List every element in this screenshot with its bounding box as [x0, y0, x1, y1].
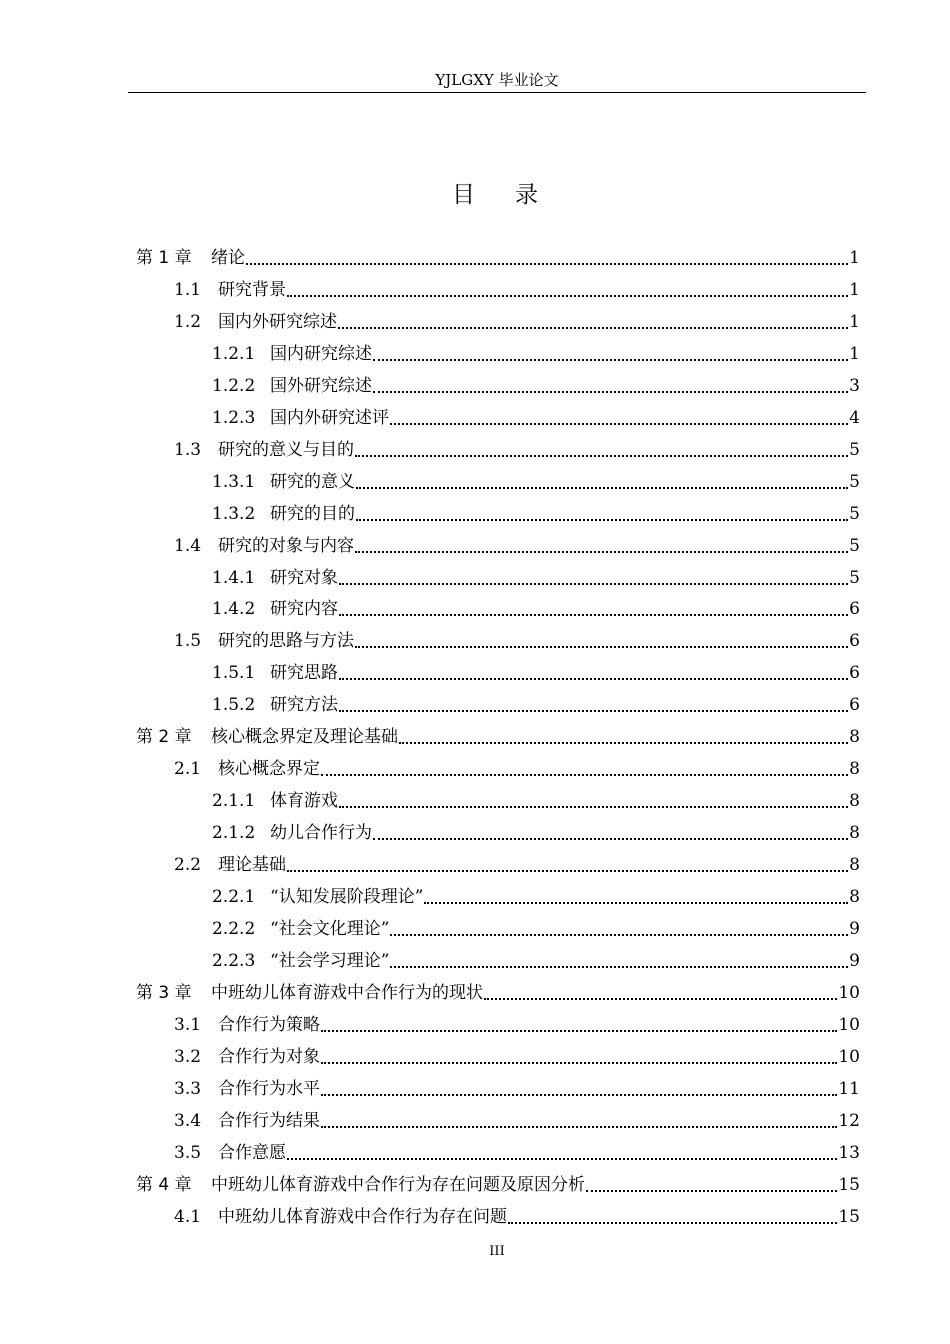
toc-dot-leader	[246, 248, 848, 266]
toc-title-char-2: 录	[515, 182, 538, 208]
toc-entry-label: 中班幼儿体育游戏中合作行为存在问题及原因分析	[211, 1174, 585, 1195]
toc-entry-number: 1.4	[174, 535, 202, 556]
toc-entry-page: 8	[849, 887, 860, 907]
toc-entry-page: 13	[838, 1142, 860, 1163]
toc-dot-leader	[373, 823, 848, 841]
toc-entry-label: 研究方法	[270, 695, 338, 716]
toc-dot-leader	[484, 983, 837, 1001]
toc-entry-label: 研究背景	[218, 279, 286, 300]
toc-entry[interactable]	[174, 1076, 860, 1102]
toc-entry-page: 1	[849, 343, 860, 364]
toc-entry-number: 1.5.1	[212, 663, 256, 684]
toc-dot-leader	[287, 855, 848, 873]
toc-dot-leader	[355, 536, 848, 554]
toc-dot-leader	[356, 472, 848, 490]
toc-entry-number: 2.2.1	[212, 887, 256, 907]
toc-entry-page: 10	[838, 982, 860, 1003]
toc-dot-leader	[373, 344, 848, 362]
toc-dot-leader	[321, 1079, 837, 1097]
toc-entry-label: 合作行为结果	[218, 1110, 320, 1131]
toc-entry-page: 1	[849, 279, 860, 300]
toc-entry-label: 研究思路	[270, 663, 338, 684]
toc-title-char-1: 目	[452, 182, 475, 208]
toc-entry-page: 10	[838, 1046, 860, 1067]
toc-entry[interactable]	[136, 245, 860, 271]
toc-entry-page: 12	[838, 1110, 860, 1131]
toc-entry-number: 第 2 章	[136, 727, 192, 748]
toc-entry-number: 1.3	[174, 439, 202, 460]
toc-entry-label: 国内外研究综述	[218, 311, 337, 332]
toc-entry-label: 合作意愿	[218, 1142, 286, 1163]
toc-entry-label: 研究对象	[270, 567, 338, 588]
toc-entry-number: 第 1 章	[136, 248, 192, 268]
toc-entry-page: 6	[849, 663, 860, 684]
toc-entry[interactable]	[174, 1012, 860, 1038]
toc-entry-page: 6	[849, 695, 860, 716]
toc-entry-page: 1	[849, 248, 860, 268]
toc-entry[interactable]	[212, 501, 860, 527]
toc-entry-label: “社会学习理论”	[270, 950, 390, 971]
toc-entry-page: 5	[849, 439, 860, 460]
toc-dot-leader	[321, 1047, 837, 1065]
toc-entry-page: 3	[849, 375, 860, 396]
toc-entry[interactable]	[174, 1204, 860, 1230]
toc-entry[interactable]	[212, 820, 860, 846]
toc-entry[interactable]	[174, 309, 860, 335]
toc-dot-leader	[339, 663, 848, 681]
toc-entry-label: 幼儿合作行为	[270, 823, 372, 844]
toc-entry[interactable]	[174, 277, 860, 303]
toc-entry-page: 15	[838, 1206, 860, 1227]
toc-dot-leader	[508, 1207, 837, 1225]
toc-entry-page: 9	[849, 950, 860, 971]
toc-entry[interactable]	[212, 948, 860, 974]
toc-entry-number: 3.1	[174, 1014, 202, 1035]
toc-entry-label: 合作行为策略	[218, 1014, 320, 1035]
toc-entry-number: 1.2.1	[212, 343, 256, 364]
toc-title	[0, 176, 950, 209]
toc-dot-leader	[356, 504, 848, 522]
toc-entry-label: 研究内容	[270, 599, 338, 620]
toc-entry[interactable]	[212, 341, 860, 367]
toc-entry-label: 合作行为对象	[218, 1046, 320, 1067]
toc-entry-label: 研究的意义与目的	[218, 439, 354, 460]
toc-entry[interactable]	[174, 533, 860, 559]
toc-entry-number: 1.1	[174, 279, 202, 300]
page-header	[128, 68, 866, 93]
toc-entry[interactable]	[174, 852, 860, 878]
toc-entry[interactable]	[212, 788, 860, 814]
toc-entry-number: 3.3	[174, 1078, 202, 1099]
toc-entry-page: 9	[849, 918, 860, 939]
toc-entry-label: 核心概念界定及理论基础	[211, 727, 398, 748]
toc-entry-label: 理论基础	[218, 855, 286, 876]
toc-entry-number: 1.5	[174, 631, 202, 652]
toc-entry[interactable]	[174, 437, 860, 463]
toc-entry-label: “认知发展阶段理论”	[270, 887, 424, 907]
toc-entry-number: 1.2.3	[212, 407, 256, 428]
toc-dot-leader	[287, 280, 848, 298]
toc-entry-page: 6	[849, 599, 860, 620]
toc-entry-number: 第 3 章	[136, 982, 192, 1003]
toc-dot-leader	[390, 951, 848, 969]
toc-entry[interactable]	[174, 1044, 860, 1070]
toc-entry-page: 5	[849, 503, 860, 524]
toc-dot-leader	[390, 919, 848, 937]
toc-dot-leader	[339, 599, 848, 617]
toc-entry-number: 2.1.2	[212, 823, 256, 844]
toc-entry-page: 8	[849, 855, 860, 876]
toc-dot-leader	[339, 695, 848, 713]
toc-entry-number: 3.2	[174, 1046, 202, 1067]
toc-entry-number: 1.5.2	[212, 695, 256, 716]
toc-entry[interactable]	[212, 405, 860, 431]
toc-dot-leader	[321, 1111, 837, 1129]
toc-entry[interactable]	[174, 1140, 860, 1166]
header-text: YJLGXY 毕业论文	[435, 71, 559, 89]
toc-entry-number: 2.2.3	[212, 950, 256, 971]
page-footer	[0, 1244, 950, 1259]
toc-entry-label: 研究的意义	[270, 471, 355, 492]
toc-entry[interactable]	[136, 980, 860, 1006]
toc-entry[interactable]	[212, 660, 860, 686]
toc-entry-page: 5	[849, 535, 860, 556]
toc-dot-leader	[339, 568, 848, 586]
toc-entry-number: 1.4.2	[212, 599, 256, 620]
toc-dot-leader	[339, 791, 848, 809]
toc-dot-leader	[287, 1143, 837, 1161]
footer-page-number: III	[489, 1244, 505, 1259]
toc-entry-number: 2.1	[174, 759, 202, 780]
toc-entry[interactable]	[136, 724, 860, 750]
toc-entry-number: 1.2	[174, 311, 202, 332]
toc-entry-number: 1.3.1	[212, 471, 256, 492]
toc-entry-label: 研究的目的	[270, 503, 355, 524]
toc-entry-number: 1.3.2	[212, 503, 256, 524]
toc-dot-leader	[424, 887, 848, 905]
toc-entry-number: 4.1	[174, 1206, 202, 1227]
toc-entry-label: 研究的思路与方法	[218, 631, 354, 652]
toc-entry-label: 国内研究综述	[270, 343, 372, 364]
toc-entry-page: 8	[849, 791, 860, 812]
toc-entry[interactable]	[136, 1172, 860, 1198]
toc-entry-label: 核心概念界定	[218, 759, 320, 780]
toc-entry-page: 10	[838, 1014, 860, 1035]
toc-entry-page: 4	[849, 407, 860, 428]
toc-entry-number: 1.2.2	[212, 375, 256, 396]
toc-entry-label: 中班幼儿体育游戏中合作行为的现状	[211, 982, 483, 1003]
toc-entry-number: 3.5	[174, 1142, 202, 1163]
toc-dot-leader	[390, 408, 848, 426]
toc-dot-leader	[586, 1175, 837, 1193]
toc-entry-page: 8	[849, 727, 860, 748]
toc-entry-label: 体育游戏	[270, 791, 338, 812]
toc-entry-page: 1	[849, 311, 860, 332]
toc-entry-page: 8	[849, 759, 860, 780]
toc-dot-leader	[338, 312, 848, 330]
toc-entry-page: 6	[849, 631, 860, 652]
toc-entry[interactable]	[212, 373, 860, 399]
toc-dot-leader	[399, 727, 848, 745]
toc-entry-number: 2.2.2	[212, 918, 256, 939]
toc-entry[interactable]	[174, 1108, 860, 1134]
toc-entry[interactable]	[212, 884, 860, 910]
toc-dot-leader	[355, 631, 848, 649]
toc-entry-label: “社会文化理论”	[270, 918, 390, 939]
toc-entry[interactable]	[212, 565, 860, 591]
toc-entry[interactable]	[212, 916, 860, 942]
toc-entry-number: 2.1.1	[212, 791, 256, 812]
toc-entry-page: 5	[849, 471, 860, 492]
toc-entry-page: 8	[849, 823, 860, 844]
toc-entry-page: 11	[838, 1078, 860, 1099]
toc-entry[interactable]	[212, 469, 860, 495]
toc-dot-leader	[355, 440, 848, 458]
toc-entry-label: 国外研究综述	[270, 375, 372, 396]
toc-entry-number: 3.4	[174, 1110, 202, 1131]
toc-entry-number: 1.4.1	[212, 567, 256, 588]
toc-entry[interactable]	[174, 756, 860, 782]
toc-entry[interactable]	[212, 596, 860, 622]
toc-entry-number: 第 4 章	[136, 1174, 192, 1195]
toc-dot-leader	[321, 1015, 837, 1033]
toc-entry-page: 15	[838, 1174, 860, 1195]
toc-dot-leader	[321, 759, 848, 777]
toc-entry-label: 国内外研究述评	[270, 407, 389, 428]
toc-entry-label: 绪论	[211, 248, 245, 268]
toc-entry[interactable]	[212, 692, 860, 718]
toc-entry-page: 5	[849, 567, 860, 588]
toc-entry-label: 中班幼儿体育游戏中合作行为存在问题	[218, 1206, 507, 1227]
toc-entry-label: 合作行为水平	[218, 1078, 320, 1099]
toc-entry-label: 研究的对象与内容	[218, 535, 354, 556]
toc-dot-leader	[373, 376, 848, 394]
toc-entry[interactable]	[174, 628, 860, 654]
toc-entry-number: 2.2	[174, 855, 202, 876]
